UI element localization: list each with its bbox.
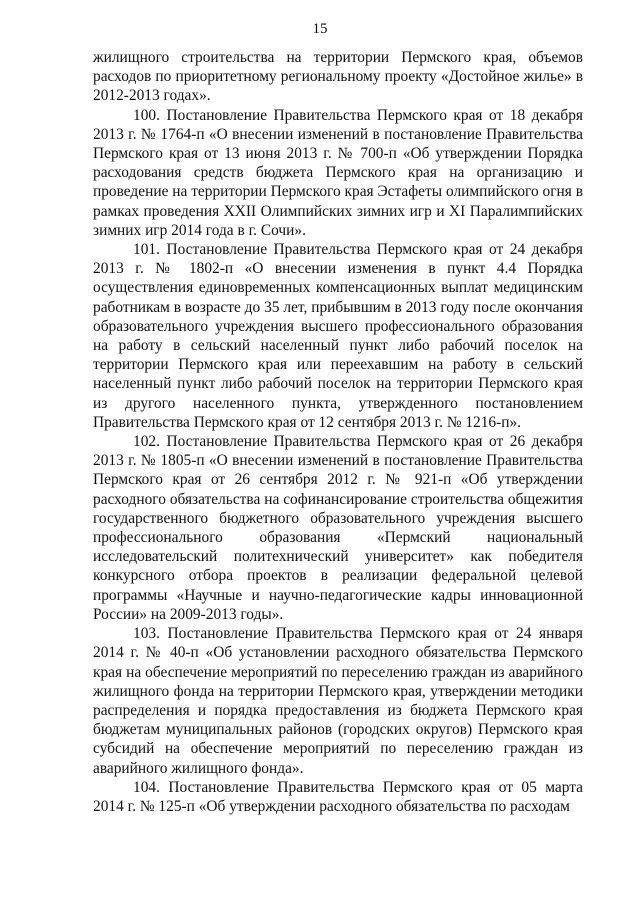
paragraph-continuation: жилищного строительства на территории Пермского края, объемов расходов по приоритетному региональному проекту «Достойное жилье» в 2012-2013 годах». <box>93 49 583 105</box>
page-number: 15 <box>312 21 328 37</box>
paragraph-item-101: 101. Постановление Правительства Пермского края от 24 декабря 2013 г. № 1802-п «О внесении изменения в пункт 4.4 Порядка осуществления единовременных компенсационных выплат медицинским работникам в возрасте до 35 лет, прибывшим в 2013 году после окончания образовательного учреждения высшего профессионального образования на работу в сельский населенный пункт либо рабочий поселок на территории Пермского края или переехавшим на работу в сельский населенный пункт либо рабочий поселок на территории Пермского края из другого населенного пункта, утвержденного постановлением Правительства Пермского края от 12 сентября 2013 г. № 1216-п». <box>93 241 583 431</box>
document-body <box>93 48 583 816</box>
paragraph-item-104: 104. Постановление Правительства Пермского края от 05 марта 2014 г. № 125-п «Об утверждении расходного обязательства по расходам <box>93 778 583 815</box>
paragraph-item-103: 103. Постановление Правительства Пермского края от 24 января 2014 г. № 40-п «Об установлении расходного обязательства Пермского края на обеспечение мероприятий по переселению граждан из аварийного жилищного фонда на территории Пермского края, утверждении методики распределения и порядка предоставления из бюджета Пермского края бюджетам муниципальных районов (городских округов) Пермского края субсидий на обеспечение мероприятий по переселению граждан из аварийного жилищного фонда». <box>93 625 583 777</box>
paragraph-item-100: 100. Постановление Правительства Пермского края от 18 декабря 2013 г. № 1764-п «О внесении изменений в постановление Правительства Пермского края от 13 июня 2013 г. № 700-п «Об утверждении Порядка расходования средств бюджета Пермского края на организацию и проведение на территории Пермского края Эстафеты олимпийского огня в рамках проведения XXII Олимпийских зимних игр и XI Паралимпийских зимних игр 2014 года в г. Сочи». <box>93 106 583 239</box>
paragraph-item-102: 102. Постановление Правительства Пермского края от 26 декабря 2013 г. № 1805-п «О внесении изменений в постановление Правительства Пермского края от 26 сентября 2012 г. № 921-п «Об утверждении расходного обязательства на софинансирование строительства общежития государственного бюджетного образовательного учреждения высшего профессионального образования «Пермский национальный исследовательский политехнический университет» как победителя конкурсного отбора проектов в реализации федеральной целевой программы «Научные и научно-педагогические кадры инновационной России» на 2009-2013 годы». <box>93 433 583 623</box>
